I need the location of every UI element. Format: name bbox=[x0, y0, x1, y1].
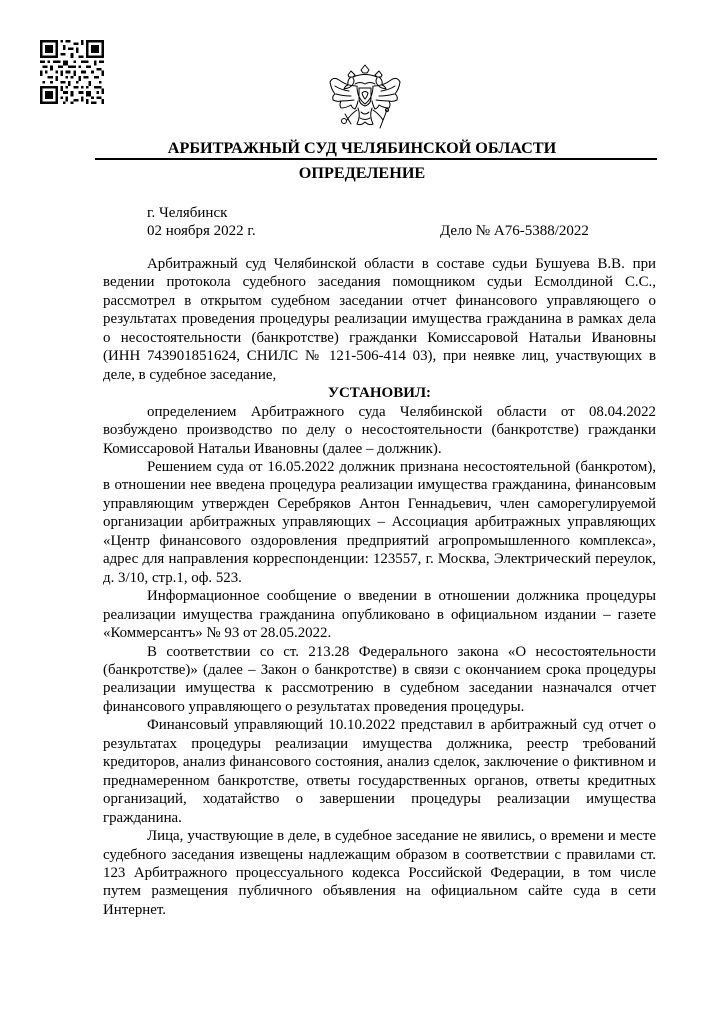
body-paragraph: В соответствии со ст. 213.28 Федерального закона «О несостоятельности (банкротстве)» (далее – Закон о банкротстве) в связи с окончанием срока процедуры реализации имущества к рассмотрению в судебном заседании назначался отчет финансового управляющего о результатах проведения процедуры. bbox=[103, 643, 656, 715]
body-paragraph: Финансовый управляющий 10.10.2022 представил в арбитражный суд отчет о результатах процедуры реализации имущества должника, реестр требований кредиторов, анализ финансового состояния, анализ сделок, заключение о фиктивном и преднамеренном банкротстве, ответы государственных органов, ответы кредитных организаций, ходатайство о завершении процедуры реализации имущества гражданина. bbox=[103, 717, 656, 826]
header-divider bbox=[95, 158, 657, 160]
court-name: АРБИТРАЖНЫЙ СУД ЧЕЛЯБИНСКОЙ ОБЛАСТИ bbox=[167, 139, 557, 157]
state-emblem-icon bbox=[327, 64, 403, 146]
qr-code bbox=[40, 40, 104, 104]
document-date: 02 ноября 2022 г. bbox=[147, 223, 256, 239]
intro-paragraph: Арбитражный суд Челябинской области в составе судьи Бушуева В.В. при ведении протокола судебного заседания помощником судьи Есмолдиной С.С., рассмотрел в открытом судебном заседании отчет финансового управляющего о результатах проведения процедуры реализации имущества гражданина в рамках дела о несостоятельности (банкротстве) гражданки Комиссаровой Натальи Ивановны (ИНН 743901851624, СНИЛС № 121-506-414 03), при неявке лиц, участвующих в деле, в судебное заседание, bbox=[103, 256, 656, 383]
document-body bbox=[103, 255, 656, 919]
body-paragraph: определением Арбитражного суда Челябинской области от 08.04.2022 возбуждено производство по делу о несостоятельности (банкротстве) гражданки Комиссаровой Натальи Ивановны (далее – должник). bbox=[103, 403, 656, 457]
city: г. Челябинск bbox=[147, 205, 228, 221]
case-number: Дело № А76-5388/2022 bbox=[440, 223, 589, 239]
body-paragraph: Информационное сообщение о введении в отношении должника процедуры реализации имущества гражданина опубликовано в официальном издании – газете «Коммерсантъ» № 93 от 28.05.2022. bbox=[103, 588, 656, 642]
document-type: ОПРЕДЕЛЕНИЕ bbox=[298, 164, 426, 182]
body-paragraph: Лица, участвующие в деле, в судебное заседание не явились, о времени и месте судебного заседания извещены надлежащим образом в соответствии с правилами ст. 123 Арбитражного процессуального кодекса Российской Федерации, в том числе путем размещения публичного объявления на официальном сайте суда в сети Интернет. bbox=[103, 828, 656, 918]
established-heading: УСТАНОВИЛ: bbox=[327, 385, 432, 402]
body-paragraph: Решением суда от 16.05.2022 должник признана несостоятельной (банкротом), в отношении нее введена процедура реализации имущества гражданина, финансовым управляющим утвержден Серебряков Антон Геннадьевич, член саморегулируемой организации арбитражных управляющих – Ассоциация арбитражных управляющих «Центр финансового оздоровления предприятий агропромышленного комплекса», адрес для направления корреспонденции: 123557, г. Москва, Электрический переулок, д. 3/10, стр.1, оф. 523. bbox=[103, 458, 656, 586]
